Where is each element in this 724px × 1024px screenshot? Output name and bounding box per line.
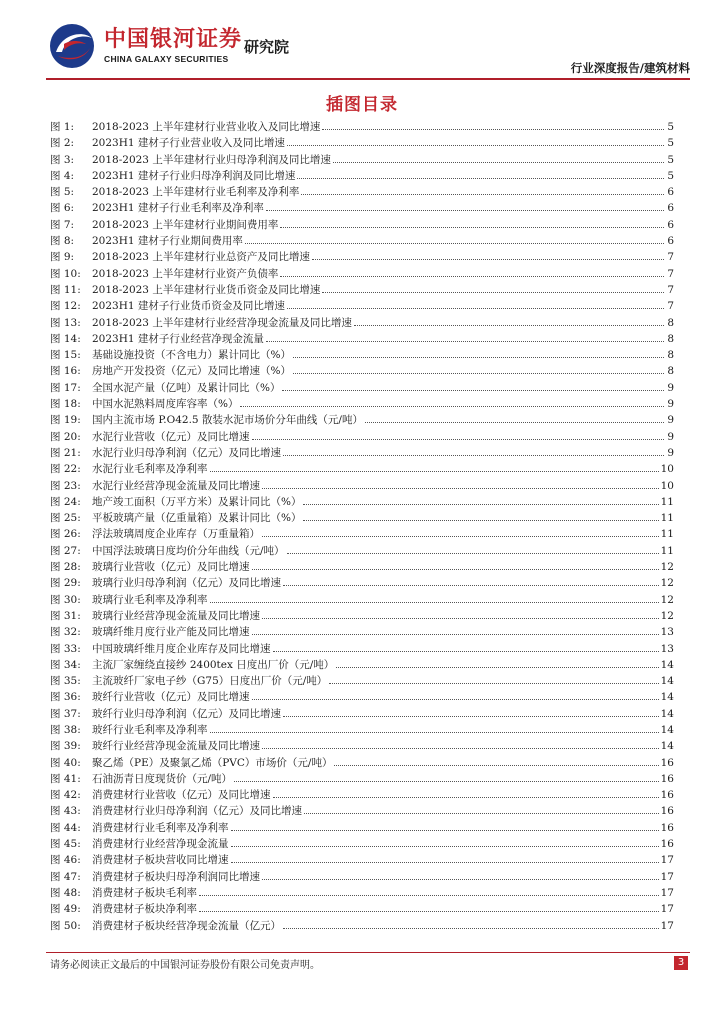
toc-leader-dots (322, 282, 664, 293)
toc-entry-title[interactable]: 水泥行业毛利率及净利率 (92, 463, 208, 476)
toc-entry-page[interactable]: 13 (660, 626, 674, 639)
toc-entry-number: 图 32: (50, 626, 81, 639)
toc-entry-page[interactable]: 8 (667, 332, 674, 345)
toc-entry-number: 图 44: (50, 821, 81, 834)
toc-leader-dots (283, 706, 659, 717)
toc-entry-number: 图 21: (50, 446, 81, 459)
toc-entry[interactable] (50, 217, 674, 233)
toc-entry[interactable] (50, 249, 674, 265)
toc-entry-title[interactable]: 2018-2023 上半年建材行业毛利率及净利率 (92, 186, 300, 199)
toc-entry-title[interactable]: 2018-2023 上半年建材行业期间费用率 (92, 218, 279, 231)
toc-entry-number: 图 4: (50, 169, 75, 182)
toc-entry-title[interactable]: 国内主流市场 P.O42.5 散装水泥市场价分年曲线（元/吨） (92, 414, 363, 427)
toc-entry-number: 图 40: (50, 756, 81, 769)
toc-leader-dots (210, 461, 659, 472)
toc-entry-number: 图 43: (50, 805, 81, 818)
toc-leader-dots (199, 901, 659, 912)
toc-leader-dots (304, 803, 659, 814)
toc-entry-title[interactable]: 2018-2023 上半年建材行业营业收入及同比增速 (92, 121, 321, 133)
toc-entry-number: 图 7: (50, 218, 75, 231)
toc-entry-page[interactable]: 9 (667, 381, 674, 394)
toc-entry-title[interactable]: 2023H1 建材子行业归母净利润及同比增速 (92, 169, 296, 182)
toc-leader-dots (231, 820, 659, 831)
toc-entry[interactable] (50, 494, 674, 510)
toc-entry[interactable] (50, 885, 674, 901)
toc-entry-title[interactable]: 消费建材行业毛利率及净利率 (92, 821, 229, 834)
toc-leader-dots (303, 494, 658, 505)
toc-leader-dots (297, 168, 664, 179)
toc-entry[interactable] (50, 608, 674, 624)
toc-entry[interactable] (50, 429, 674, 445)
toc-entry-number: 图 6: (50, 202, 75, 215)
institute-label: 研究院 (244, 38, 290, 56)
toc-leader-dots (266, 200, 664, 211)
toc-entry-number: 图 30: (50, 593, 81, 606)
toc-entry-title[interactable]: 消费建材行业营收（亿元）及同比增速 (92, 789, 271, 802)
toc-entry-number: 图 18: (50, 398, 81, 411)
toc-entry-number: 图 49: (50, 903, 81, 916)
toc-entry-page[interactable]: 16 (660, 821, 674, 834)
toc-entry[interactable] (50, 347, 674, 363)
toc-entry[interactable] (50, 624, 674, 640)
toc-entry-number: 图 19: (50, 414, 81, 427)
toc-entry-number: 图 42: (50, 789, 81, 802)
toc-leader-dots (329, 673, 658, 684)
toc-entry[interactable] (50, 233, 674, 249)
toc-entry-number: 图 50: (50, 919, 81, 932)
toc-entry-number: 图 28: (50, 561, 81, 574)
toc-entry-page[interactable]: 17 (660, 919, 674, 932)
toc-entry-page[interactable]: 14 (660, 723, 674, 736)
toc-entry-title[interactable]: 中国浮法玻璃日度均价分年曲线（元/吨） (92, 544, 285, 557)
toc-entry[interactable] (50, 787, 674, 803)
toc-leader-dots (231, 852, 659, 863)
toc-entry-number: 图 11: (50, 283, 81, 296)
toc-entry[interactable] (50, 722, 674, 738)
toc-entry-number: 图 23: (50, 479, 81, 492)
toc-entry-page[interactable]: 17 (660, 870, 674, 883)
toc-entry[interactable] (50, 657, 674, 673)
toc-entry[interactable] (50, 380, 674, 396)
toc-entry-page[interactable]: 16 (660, 805, 674, 818)
toc-leader-dots (199, 885, 659, 896)
toc-entry-title[interactable]: 中国玻璃纤维月度企业库存及同比增速 (92, 642, 271, 655)
toc-entry-number: 图 34: (50, 658, 81, 671)
toc-entry-page[interactable]: 5 (667, 153, 674, 166)
toc-entry-page[interactable]: 6 (667, 186, 674, 199)
toc-entry-title[interactable]: 消费建材子板块归母净利润同比增速 (92, 870, 260, 883)
toc-leader-dots (210, 722, 659, 733)
toc-leader-dots (365, 412, 664, 423)
header-divider (46, 78, 690, 80)
toc-entry-title[interactable]: 石油沥青日度现货价（元/吨） (92, 772, 233, 785)
toc-entry-title[interactable]: 主流厂家缠绕直接纱 2400tex 日度出厂价（元/吨） (92, 658, 335, 671)
toc-leader-dots (240, 396, 664, 407)
toc-entry-number: 图 8: (50, 235, 75, 248)
toc-entry-title[interactable]: 2018-2023 上半年建材行业货币资金及同比增速 (92, 283, 321, 296)
toc-entry-page[interactable]: 17 (660, 854, 674, 867)
toc-leader-dots (231, 836, 659, 847)
toc-entry-number: 图 41: (50, 772, 81, 785)
toc-leader-dots (293, 363, 664, 374)
toc-entry-page[interactable]: 10 (660, 479, 674, 492)
toc-leader-dots (280, 266, 664, 277)
toc-entry-number: 图 17: (50, 381, 81, 394)
toc-entry-title[interactable]: 消费建材子板块经营净现金流量（亿元） (92, 919, 281, 932)
toc-entry-number: 图 46: (50, 854, 81, 867)
disclaimer-note: 请务必阅读正文最后的中国银河证券股份有限公司免责声明。 (50, 960, 320, 971)
toc-entry-page[interactable]: 9 (667, 446, 674, 459)
toc-entry-title[interactable]: 消费建材行业经营净现金流量 (92, 838, 229, 851)
toc-entry-page[interactable]: 14 (660, 707, 674, 720)
toc-leader-dots (333, 152, 664, 163)
toc-entry-title[interactable]: 玻璃纤维月度行业产能及同比增速 (92, 626, 250, 639)
toc-entry-page[interactable]: 16 (660, 756, 674, 769)
toc-entry-title[interactable]: 2023H1 建材子行业货币资金及同比增速 (92, 300, 285, 313)
toc-leader-dots (273, 787, 659, 798)
toc-entry[interactable] (50, 673, 674, 689)
toc-leader-dots (245, 233, 664, 244)
toc-entry-title[interactable]: 2023H1 建材子行业营业收入及同比增速 (92, 137, 285, 150)
toc-entry-number: 图 20: (50, 430, 81, 443)
brand-name-en: CHINA GALAXY SECURITIES (104, 54, 229, 64)
toc-entry-page[interactable]: 7 (667, 300, 674, 313)
toc-entry-title[interactable]: 玻璃行业毛利率及净利率 (92, 593, 208, 606)
toc-entry[interactable] (50, 559, 674, 575)
toc-entry-number: 图 39: (50, 740, 81, 753)
toc-entry-title[interactable]: 2023H1 建材子行业毛利率及净利率 (92, 202, 264, 215)
toc-entry-number: 图 22: (50, 463, 81, 476)
toc-entry-title[interactable]: 玻纤行业毛利率及净利率 (92, 723, 208, 736)
toc-entry[interactable] (50, 135, 674, 151)
toc-entry-number: 图 37: (50, 707, 81, 720)
toc-entry-number: 图 13: (50, 316, 81, 329)
toc-entry-page[interactable]: 16 (660, 838, 674, 851)
toc-leader-dots (287, 298, 664, 309)
toc-entry-title[interactable]: 水泥行业经营净现金流量及同比增速 (92, 479, 260, 492)
toc-entry[interactable] (50, 445, 674, 461)
toc-entry-title[interactable]: 2023H1 建材子行业经营净现金流量 (92, 332, 264, 345)
toc-entry-page[interactable]: 13 (660, 642, 674, 655)
toc-entry-page[interactable]: 5 (667, 137, 674, 150)
toc-entry-page[interactable]: 16 (660, 772, 674, 785)
toc-entry[interactable] (50, 168, 674, 184)
toc-entry[interactable] (50, 461, 674, 477)
toc-entry-number: 图 27: (50, 544, 81, 557)
toc-entry-title[interactable]: 玻璃行业归母净利润（亿元）及同比增速 (92, 577, 281, 590)
toc-entry-number: 图 9: (50, 251, 75, 264)
toc-leader-dots (301, 184, 664, 195)
toc-entry-page[interactable]: 7 (667, 283, 674, 296)
toc-entry-page[interactable]: 7 (667, 251, 674, 264)
toc-entry-page[interactable]: 12 (660, 609, 674, 622)
toc-entry-number: 图 35: (50, 675, 81, 688)
galaxy-logo-icon (48, 22, 98, 70)
toc-entry-title[interactable]: 水泥行业归母净利润（亿元）及同比增速 (92, 446, 281, 459)
toc-leader-dots (266, 331, 664, 342)
toc-leader-dots (262, 526, 659, 537)
toc-entry[interactable] (50, 298, 674, 314)
toc-entry-title[interactable]: 平板玻璃产量（亿重量箱）及累计同比（%） (92, 512, 302, 525)
page-number: 3 (674, 956, 688, 970)
toc-entry-page[interactable]: 6 (667, 202, 674, 215)
toc-entry-page[interactable]: 9 (667, 398, 674, 411)
toc-entry-title[interactable]: 房地产开发投资（亿元）及同比增速（%） (92, 365, 291, 378)
toc-entry-page[interactable]: 11 (660, 512, 674, 525)
toc-entry-page[interactable]: 11 (660, 544, 674, 557)
toc-leader-dots (262, 478, 659, 489)
toc-entry[interactable] (50, 331, 674, 347)
toc-leader-dots (322, 119, 664, 130)
toc-entry-number: 图 24: (50, 495, 81, 508)
toc-entry-page[interactable]: 8 (667, 365, 674, 378)
toc-leader-dots (262, 738, 659, 749)
toc-entry[interactable] (50, 396, 674, 412)
toc-leader-dots (280, 217, 664, 228)
toc-entry[interactable] (50, 526, 674, 542)
toc-entry-number: 图 14: (50, 332, 81, 345)
toc-entry-title[interactable]: 玻纤行业归母净利润（亿元）及同比增速 (92, 707, 281, 720)
toc-entry-page[interactable]: 14 (660, 658, 674, 671)
toc-entry-number: 图 33: (50, 642, 81, 655)
toc-leader-dots (334, 755, 658, 766)
toc-leader-dots (354, 315, 664, 326)
toc-entry-page[interactable]: 6 (667, 235, 674, 248)
toc-leader-dots (312, 249, 664, 260)
toc-entry[interactable] (50, 820, 674, 836)
toc-leader-dots (303, 510, 658, 521)
toc-entry[interactable] (50, 869, 674, 885)
toc-entry-title[interactable]: 浮法玻璃周度企业库存（万重量箱） (92, 528, 260, 541)
toc-entry-page[interactable]: 14 (660, 740, 674, 753)
toc-entry[interactable] (50, 412, 674, 428)
toc-entry-page[interactable]: 8 (667, 349, 674, 362)
toc-entry-title[interactable]: 玻璃行业经营净现金流量及同比增速 (92, 609, 260, 622)
toc-entry-number: 图 10: (50, 267, 81, 280)
toc-leader-dots (293, 347, 664, 358)
toc-entry-number: 图 25: (50, 512, 81, 525)
toc-entry-number: 图 31: (50, 609, 81, 622)
toc-entry-title[interactable]: 基础设施投资（不含电力）累计同比（%） (92, 349, 291, 362)
toc-entry-number: 图 26: (50, 528, 81, 541)
toc-leader-dots (287, 135, 664, 146)
page-title: 插图目录 (326, 95, 398, 115)
toc-leader-dots (252, 429, 665, 440)
toc-leader-dots (252, 624, 659, 635)
toc-entry-number: 图 48: (50, 886, 81, 899)
toc-entry[interactable] (50, 641, 674, 657)
toc-leader-dots (287, 543, 659, 554)
toc-leader-dots (234, 771, 659, 782)
toc-entry-page[interactable]: 12 (660, 593, 674, 606)
toc-entry[interactable] (50, 771, 674, 787)
toc-entry[interactable] (50, 738, 674, 754)
toc-entry-title[interactable]: 消费建材行业归母净利润（亿元）及同比增速 (92, 805, 302, 818)
toc-entry[interactable] (50, 852, 674, 868)
toc-entry-title[interactable]: 全国水泥产量（亿吨）及累计同比（%） (92, 381, 281, 394)
toc-entry-title[interactable]: 消费建材子板块净利率 (92, 903, 197, 916)
toc-entry[interactable] (50, 266, 674, 282)
toc-entry-page[interactable]: 9 (667, 430, 674, 443)
toc-entry[interactable] (50, 152, 674, 168)
toc-leader-dots (283, 445, 664, 456)
toc-entry-number: 图 12: (50, 300, 81, 313)
toc-entry-page[interactable]: 10 (660, 463, 674, 476)
toc-entry-page[interactable]: 11 (660, 528, 674, 541)
toc-entry-title[interactable]: 地产竣工面积（万平方米）及累计同比（%） (92, 495, 302, 508)
brand-logo (48, 22, 242, 70)
report-type: 行业深度报告/建筑材料 (570, 61, 690, 75)
toc-entry-page[interactable]: 5 (667, 121, 674, 133)
toc-entry[interactable] (50, 575, 674, 591)
toc-leader-dots (252, 689, 659, 700)
toc-entry-title[interactable]: 中国水泥熟料周度库容率（%） (92, 398, 239, 411)
toc-entry[interactable] (50, 755, 674, 771)
toc-entry-page[interactable]: 14 (660, 675, 674, 688)
toc-entry-title[interactable]: 2018-2023 上半年建材行业归母净利润及同比增速 (92, 153, 331, 166)
toc-entry-title[interactable]: 2018-2023 上半年建材行业总资产及同比增速 (92, 251, 310, 264)
toc-entry-title[interactable]: 玻纤行业营收（亿元）及同比增速 (92, 691, 250, 704)
toc-entry-page[interactable]: 17 (660, 903, 674, 916)
toc-entry-title[interactable]: 水泥行业营收（亿元）及同比增速 (92, 430, 250, 443)
toc-entry-number: 图 29: (50, 577, 81, 590)
toc-entry[interactable] (50, 282, 674, 298)
toc-entry-page[interactable]: 12 (660, 561, 674, 574)
toc-entry[interactable] (50, 803, 674, 819)
toc-entry[interactable] (50, 200, 674, 216)
toc-entry-title[interactable]: 2023H1 建材子行业期间费用率 (92, 235, 243, 248)
toc-entry-title[interactable]: 主流玻纤厂家电子纱（G75）日度出厂价（元/吨） (92, 675, 328, 688)
toc-entry-page[interactable]: 7 (667, 267, 674, 280)
toc-entry[interactable] (50, 592, 674, 608)
toc-entry[interactable] (50, 510, 674, 526)
toc-entry-number: 图 38: (50, 723, 81, 736)
toc-leader-dots (336, 657, 658, 668)
toc-entry[interactable] (50, 901, 674, 917)
toc-entry[interactable] (50, 363, 674, 379)
toc-entry-number: 图 36: (50, 691, 81, 704)
toc-leader-dots (282, 380, 664, 391)
toc-entry-number: 图 2: (50, 137, 75, 150)
toc-entry-number: 图 3: (50, 153, 75, 166)
toc-entry-page[interactable]: 17 (660, 886, 674, 899)
toc-entry[interactable] (50, 543, 674, 559)
toc-entry-page[interactable]: 5 (667, 169, 674, 182)
toc-entry-page[interactable]: 11 (660, 495, 674, 508)
toc-entry[interactable] (50, 478, 674, 494)
toc-entry-number: 图 15: (50, 349, 81, 362)
toc-leader-dots (262, 869, 659, 880)
toc-entry-title[interactable]: 2018-2023 上半年建材行业经营净现金流量及同比增速 (92, 316, 352, 329)
toc-entry-page[interactable]: 12 (660, 577, 674, 590)
toc-entry-number: 图 5: (50, 186, 75, 199)
toc-leader-dots (210, 592, 659, 603)
footer-divider (46, 952, 690, 953)
toc-entry-page[interactable]: 16 (660, 789, 674, 802)
toc-entry-number: 图 47: (50, 870, 81, 883)
toc-entry-title[interactable]: 玻纤行业经营净现金流量及同比增速 (92, 740, 260, 753)
toc-entry[interactable] (50, 836, 674, 852)
toc-entry-number: 图 45: (50, 838, 81, 851)
toc-entry-number: 图 1: (50, 121, 75, 133)
toc-entry[interactable] (50, 706, 674, 722)
toc-leader-dots (283, 575, 659, 586)
toc-entry-page[interactable]: 14 (660, 691, 674, 704)
toc-leader-dots (262, 608, 659, 619)
toc-entry-page[interactable]: 8 (667, 316, 674, 329)
toc-entry-page[interactable]: 6 (667, 218, 674, 231)
toc-entry[interactable] (50, 184, 674, 200)
toc-entry-title[interactable]: 消费建材子板块毛利率 (92, 886, 197, 899)
toc-entry-title[interactable]: 聚乙烯（PE）及聚氯乙烯（PVC）市场价（元/吨） (92, 756, 333, 769)
brand-name-cn: 中国银河证券 (104, 27, 243, 52)
toc-entry[interactable] (50, 689, 674, 705)
toc-entry[interactable] (50, 119, 674, 135)
figure-list (50, 119, 674, 934)
toc-entry-number: 图 16: (50, 365, 81, 378)
toc-entry-page[interactable]: 9 (667, 414, 674, 427)
toc-entry[interactable] (50, 918, 674, 934)
toc-entry-title[interactable]: 消费建材子板块营收同比增速 (92, 854, 229, 867)
toc-leader-dots (273, 641, 659, 652)
toc-leader-dots (283, 918, 659, 929)
toc-entry-title[interactable]: 玻璃行业营收（亿元）及同比增速 (92, 561, 250, 574)
toc-leader-dots (252, 559, 659, 570)
toc-entry-title[interactable]: 2018-2023 上半年建材行业资产负债率 (92, 267, 279, 280)
toc-entry[interactable] (50, 315, 674, 331)
